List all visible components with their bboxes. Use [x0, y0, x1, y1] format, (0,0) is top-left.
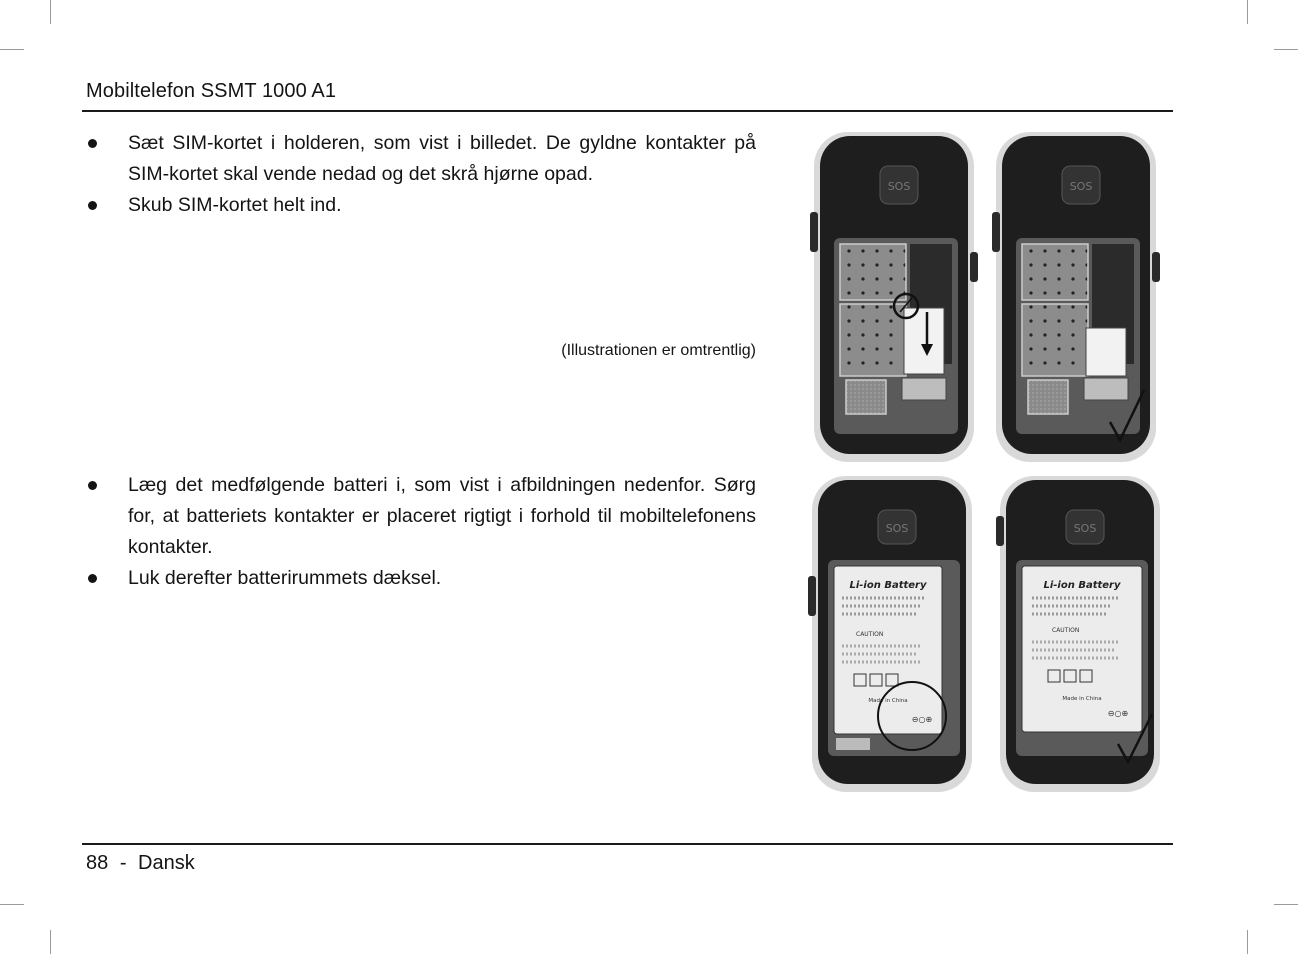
list-item-text: Sæt SIM-kortet i holderen, som vist i billedet. De gyldne kontakter på SIM-kortet skal vende nedad og det skrå hjørne opad. — [128, 132, 756, 185]
footer-separator: - — [119, 852, 127, 874]
sim-instructions — [86, 128, 756, 221]
crop-mark-bottom-left-v — [50, 930, 51, 954]
crop-mark-top-right-v — [1247, 0, 1248, 24]
bullet-icon — [88, 139, 97, 148]
crop-mark-bottom-left-h — [0, 904, 24, 905]
list-item — [86, 470, 756, 563]
phone-battery-inserted — [996, 476, 1160, 792]
list-item — [86, 190, 756, 221]
footer-language: Dansk — [138, 852, 195, 874]
crop-mark-bottom-right-h — [1274, 904, 1298, 905]
battery-made-in: Made in China — [1062, 696, 1102, 702]
phone-illustrations — [800, 120, 1170, 810]
phone-illustrations-svg — [800, 120, 1170, 810]
illustration-caption: (Illustrationen er omtrentlig) — [561, 342, 756, 359]
sos-label: SOS — [1073, 522, 1097, 535]
battery-polarity: ⊖○⊕ — [1107, 709, 1129, 718]
battery-instructions — [86, 470, 756, 594]
crop-mark-bottom-right-v — [1247, 930, 1248, 954]
footer-rule — [82, 843, 1173, 845]
list-item-text: Læg det medfølgende batteri i, som vist i afbildningen nedenfor. Sørg for, at batteriets kontakter er placeret rigtigt i forhold til mobiltelefonens kontakter. — [128, 474, 756, 558]
crop-mark-top-left-h — [0, 49, 24, 50]
phone-sim-inserting — [810, 132, 978, 462]
page-header-title: Mobiltelefon SSMT 1000 A1 — [86, 80, 337, 102]
list-item — [86, 128, 756, 190]
battery-caution: CAUTION — [856, 631, 884, 638]
phone-sim-inserted — [992, 132, 1160, 462]
header-rule — [82, 110, 1173, 112]
list-item-text: Skub SIM-kortet helt ind. — [128, 194, 342, 216]
battery-title: Li-ion Battery — [849, 580, 927, 591]
bullet-icon — [88, 201, 97, 210]
phone-battery-inserting — [808, 476, 972, 792]
page-number: 88 — [86, 852, 109, 874]
battery-polarity: ⊖○⊕ — [911, 715, 933, 724]
battery-caution: CAUTION — [1052, 627, 1080, 634]
bullet-icon — [88, 481, 97, 490]
sos-label: SOS — [1069, 180, 1093, 193]
list-item — [86, 563, 756, 594]
list-item-text: Luk derefter batterirummets dæksel. — [128, 567, 442, 589]
crop-mark-top-left-v — [50, 0, 51, 24]
crop-mark-top-right-h — [1274, 49, 1298, 50]
sos-label: SOS — [887, 180, 911, 193]
page-footer — [86, 852, 195, 875]
battery-made-in: Made in China — [868, 698, 908, 704]
sos-label: SOS — [885, 522, 909, 535]
bullet-icon — [88, 574, 97, 583]
battery-title: Li-ion Battery — [1043, 580, 1121, 591]
